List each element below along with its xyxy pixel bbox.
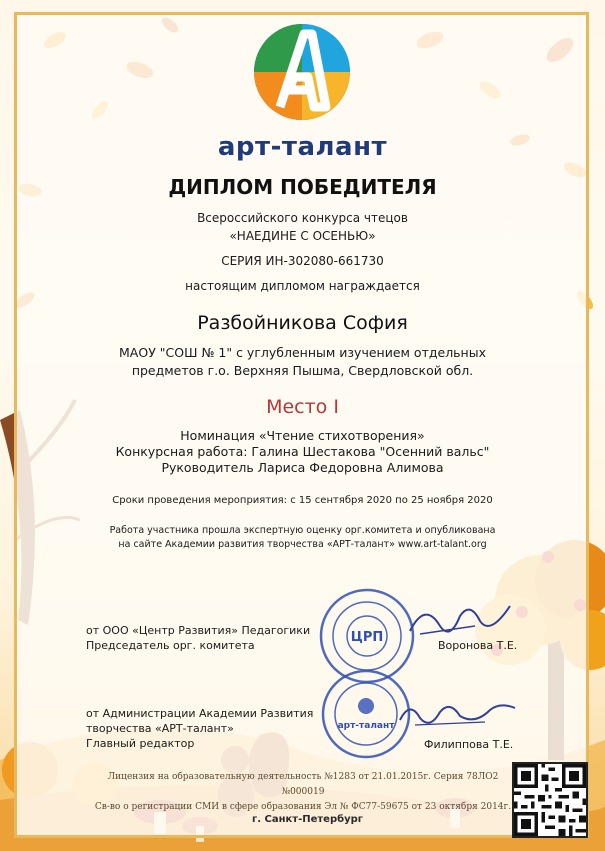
contest-line-2: «НАЕДИНЕ С ОСЕНЬЮ» [229,229,376,243]
sig1-name: Воронова Т.Е. [438,639,518,652]
publication-note [0,524,605,552]
note-line-1: Работа участника прошла экспертную оценку орг.комитета и опубликована [109,525,496,536]
sig1-role: Председатель орг. комитета [86,639,255,652]
signature-block-1 [86,623,310,653]
qr-code[interactable] [512,762,588,838]
license-info [88,770,518,815]
sig2-role: Главный редактор [86,737,195,750]
nomination: Номинация «Чтение стихотворения» [180,428,425,443]
contest-work: Конкурсная работа: Галина Шестакова "Осенний вальс" [115,444,490,459]
note-line-2: на сайте Академии развития творчества «АРТ-талант» www.art-talant.org [118,539,487,550]
sig2-org-2: творчества «АРТ-талант» [86,722,234,735]
event-dates: Сроки проведения мероприятия: с 15 сентября 2020 по 25 ноября 2020 [112,495,493,506]
sig2-org: от Администрации Академии Развития [86,707,314,720]
winner-name: Разбойникова София [197,312,408,334]
license-line-1: Лицензия на образовательную деятельность №1283 от 21.01.2015г. Серия 78ЛО2 №000019 [107,772,499,797]
awarded-text: настоящим дипломом награждается [185,279,420,293]
contest-line-1: Всероссийского конкурса чтецов [197,211,408,225]
place-award: Место I [266,396,339,418]
org-line-1: МАОУ "СОШ № 1" с углубленным изучением отдельных [119,345,486,360]
organization [0,344,605,380]
supervisor: Руководитель Лариса Федоровна Алимова [161,460,444,475]
signature-voronova [405,596,515,646]
signature-filippova [395,690,520,740]
sig2-name: Филиппова Т.Е. [424,738,514,751]
certificate-title: ДИПЛОМ ПОБЕДИТЕЛЯ [168,175,437,199]
series-number: СЕРИЯ ИН-302080-661730 [221,254,384,268]
city: г. Санкт-Петербург [252,814,364,825]
svg-text:арт-талант: арт-талант [337,721,395,731]
signature-block-2 [86,706,313,751]
brand-name: арт-талант [217,132,388,162]
art-talant-logo [252,22,352,122]
license-line-2: Св-во о регистрации СМИ в сфере образования Эл № ФС77-59675 от 23 октября 2014г. [94,802,512,812]
org-line-2: предметов г.о. Верхняя Пышма, Свердловской обл. [131,363,474,378]
nomination-block [0,428,605,476]
sig1-org: от ООО «Центр Развития» Педагогики [86,624,311,637]
svg-text:ЦРП: ЦРП [350,630,384,645]
